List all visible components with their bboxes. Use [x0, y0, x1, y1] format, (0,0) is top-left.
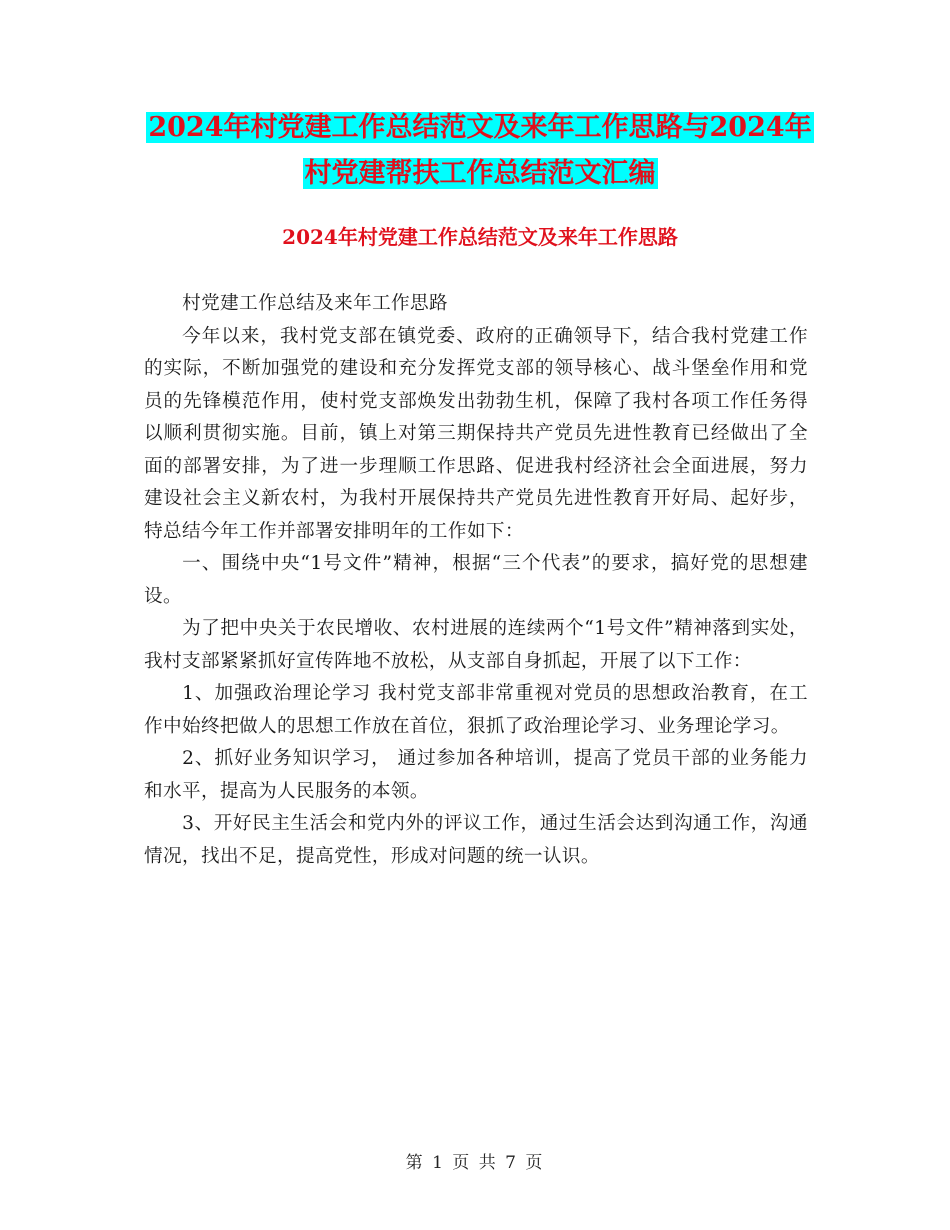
document-title-line-1	[140, 108, 820, 148]
document-title-line-2	[140, 154, 820, 194]
paragraph: 今年以来，我村党支部在镇党委、政府的正确领导下，结合我村党建工作的实际，不断加强党的建设和充分发挥党支部的领导核心、战斗堡垒作用和党员的先锋模范作用，使村党支部焕发出勃勃生机，保障了我村各项工作任务得以顺利贯彻实施。目前，镇上对第三期保持共产党员先进性教育已经做出了全面的部署安排，为了进一步理顺工作思路、促进我村经济社会全面进展，努力建设社会主义新农村，为我村开展保持共产党员先进性教育开好局、起好步，特总结今年工作并部署安排明年的工作如下：	[144, 325, 808, 542]
section-title: 2024年村党建工作总结范文及来年工作思路	[282, 225, 678, 249]
paragraph: 2、抓好业务知识学习， 通过参加各种培训，提高了党员干部的业务能力和水平，提高为人民服务的本领。	[144, 748, 808, 802]
paragraph: 村党建工作总结及来年工作思路	[182, 293, 449, 314]
paragraph: 1、加强政治理论学习 我村党支部非常重视对党员的思想政治教育，在工作中始终把做人的思想工作放在首位，狠抓了政治理论学习、业务理论学习。	[144, 683, 808, 737]
title-highlight: 2024年村党建工作总结范文及来年工作思路与2024年	[148, 112, 812, 143]
paragraph: 3、开好民主生活会和党内外的评议工作，通过生活会达到沟通工作，沟通情况，找出不足，提高党性，形成对问题的统一认识。	[144, 813, 808, 867]
document-body	[144, 288, 808, 873]
title-highlight: 村党建帮扶工作总结范文汇编	[304, 158, 656, 189]
paragraph: 一、围绕中央“1号文件”精神，根据“三个代表”的要求，搞好党的思想建设。	[144, 553, 808, 607]
page-footer: 第 1 页 共 7 页	[405, 1153, 545, 1173]
paragraph: 为了把中央关于农民增收、农村进展的连续两个“1号文件”精神落到实处，我村支部紧紧抓好宣传阵地不放松，从支部自身抓起，开展了以下工作：	[144, 618, 808, 672]
